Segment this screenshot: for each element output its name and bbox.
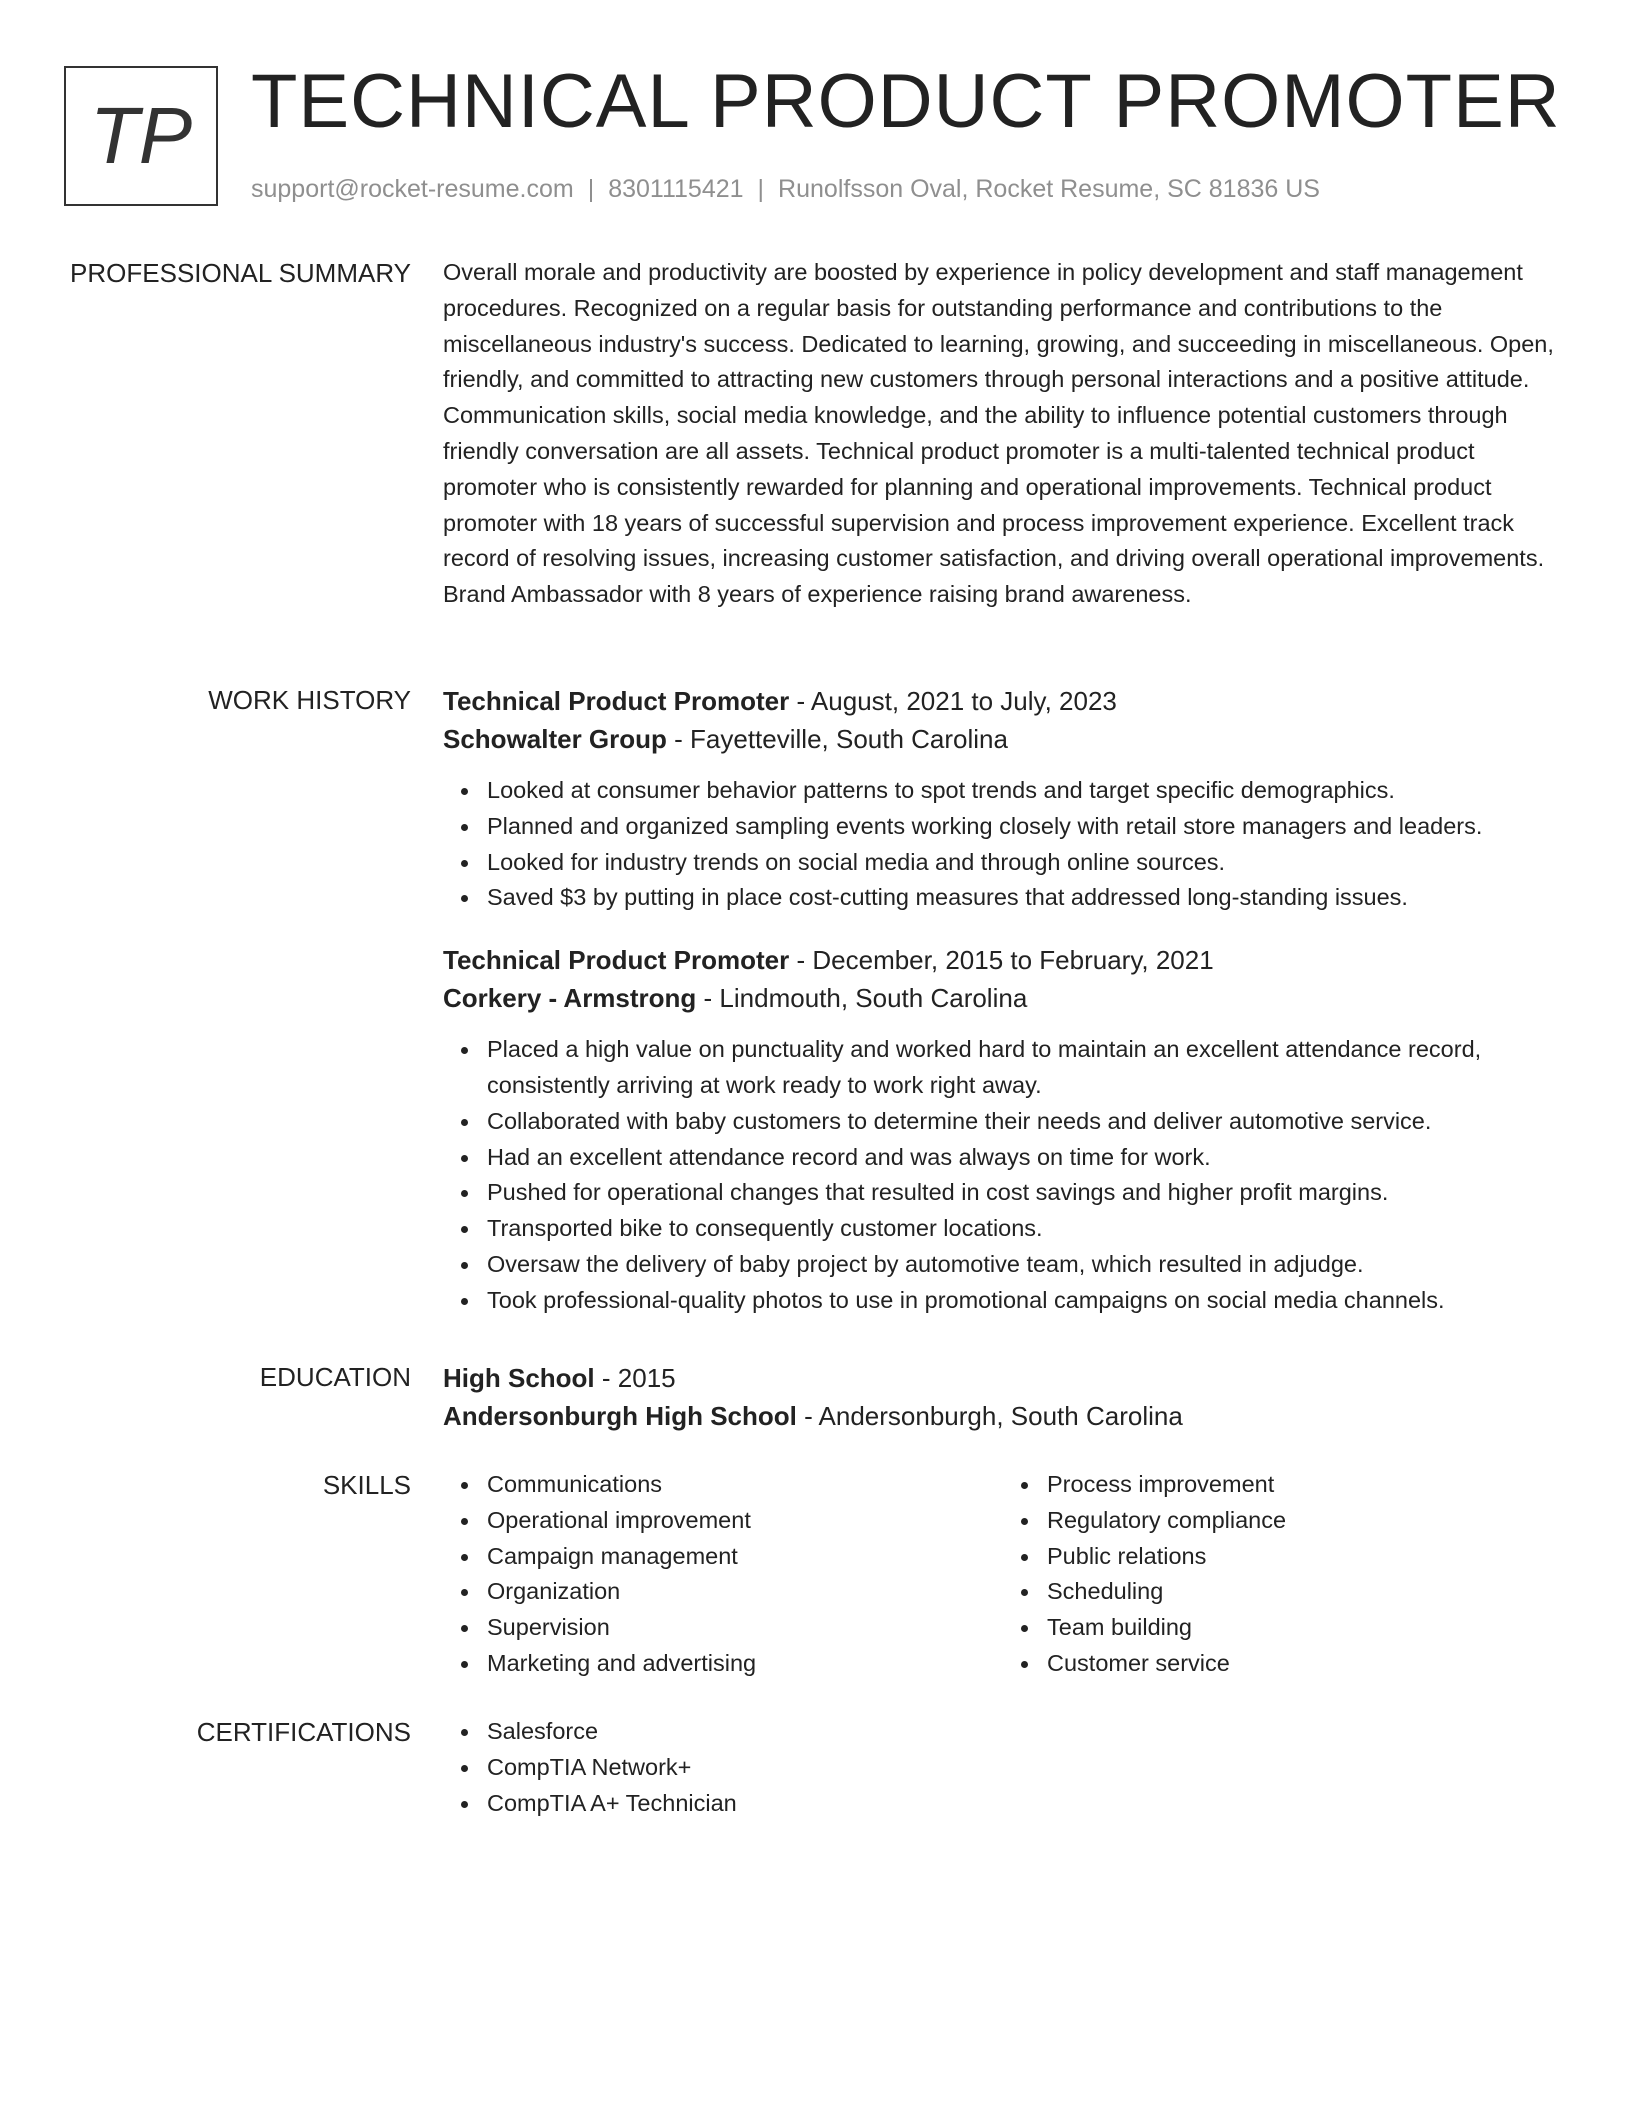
section-title-skills: SKILLS xyxy=(322,1470,411,1500)
candidate-name: TECHNICAL PRODUCT PROMOTER xyxy=(251,59,1561,144)
skill-item: Team building xyxy=(1047,1610,1563,1646)
education-school: Andersonburgh High School xyxy=(443,1401,797,1431)
skill-item: Communications xyxy=(487,1467,1003,1503)
job-dates: - December, 2015 to February, 2021 xyxy=(789,945,1214,976)
job-entry xyxy=(443,682,1563,916)
skill-item: Customer service xyxy=(1047,1646,1563,1682)
skill-item: Campaign management xyxy=(487,1539,1003,1575)
job-bullet: Planned and organized sampling events working closely with retail store managers and leaders. xyxy=(487,809,1563,845)
contact-address: Runolfsson Oval, Rocket Resume, SC 81836 US xyxy=(778,175,1320,203)
certification-item: Salesforce xyxy=(487,1714,1563,1750)
job-location: - Fayetteville, South Carolina xyxy=(666,724,1008,754)
skill-item: Supervision xyxy=(487,1610,1003,1646)
skills-list-right xyxy=(1003,1467,1563,1682)
skill-item: Operational improvement xyxy=(487,1503,1003,1539)
skill-item: Public relations xyxy=(1047,1539,1563,1575)
job-role: Technical Product Promoter xyxy=(443,945,790,976)
summary-text: Overall morale and productivity are boosted by experience in policy development and staff management procedures. Recognized on a regular basis for outstanding performance and contributions to the miscellaneous industry's success. Dedicated to learning, growing, and succeeding in miscellaneous. Open, friendly, and committed to attracting new customers through personal interactions and a positive attitude. Communication skills, social media knowledge, and the ability to influence potential customers through friendly conversation are all assets. Technical product promoter is a multi-talented technical product promoter who is consistently rewarded for planning and operational improvements. Technical product promoter with 18 years of successful supervision and process improvement experience. Excellent track record of resolving issues, increasing customer satisfaction, and driving overall operational improvements. Brand Ambassador with 8 years of experience raising brand awareness. xyxy=(443,259,1554,608)
job-bullets xyxy=(443,1032,1563,1318)
skill-item: Scheduling xyxy=(1047,1574,1563,1610)
contact-email: support@rocket-resume.com xyxy=(251,175,574,203)
education-location: - Andersonburgh, South Carolina xyxy=(796,1401,1183,1431)
section-title-education: EDUCATION xyxy=(259,1362,411,1392)
job-bullet: Collaborated with baby customers to determine their needs and deliver automotive service. xyxy=(487,1104,1563,1140)
contact-line xyxy=(251,172,1320,206)
education-year: - 2015 xyxy=(594,1363,676,1393)
job-bullet: Saved $3 by putting in place cost-cutting measures that addressed long-standing issues. xyxy=(487,880,1563,916)
job-dates: - August, 2021 to July, 2023 xyxy=(789,686,1117,716)
job-company-line xyxy=(443,720,1563,758)
section-title-certifications: CERTIFICATIONS xyxy=(196,1717,411,1747)
monogram: TP xyxy=(64,66,218,206)
job-bullet: Took professional-quality photos to use in promotional campaigns on social media channels. xyxy=(487,1283,1563,1319)
certifications-list xyxy=(443,1714,1563,1821)
job-bullet: Pushed for operational changes that resulted in cost savings and higher profit margins. xyxy=(487,1175,1563,1211)
job-entry xyxy=(443,941,1563,1318)
job-role: Technical Product Promoter xyxy=(443,686,790,716)
job-location: - Lindmouth, South Carolina xyxy=(696,983,1028,1014)
education-degree-line xyxy=(443,1359,1563,1397)
contact-separator: | xyxy=(587,175,595,203)
section-title-summary: PROFESSIONAL SUMMARY xyxy=(70,258,411,288)
job-bullet: Looked at consumer behavior patterns to spot trends and target specific demographics. xyxy=(487,773,1563,809)
job-bullets xyxy=(443,773,1563,916)
job-bullet: Oversaw the delivery of baby project by automotive team, which resulted in adjudge. xyxy=(487,1247,1563,1283)
education-school-line xyxy=(443,1397,1563,1435)
section-title-work-history: WORK HISTORY xyxy=(208,685,411,715)
contact-phone: 8301115421 xyxy=(608,175,744,203)
skill-item: Marketing and advertising xyxy=(487,1646,1003,1682)
job-bullet: Had an excellent attendance record and was always on time for work. xyxy=(487,1140,1563,1176)
job-bullet: Placed a high value on punctuality and worked hard to maintain an excellent attendance record, consistently arriving at work ready to work right away. xyxy=(487,1032,1563,1104)
skill-item: Organization xyxy=(487,1574,1003,1610)
skill-item: Process improvement xyxy=(1047,1467,1563,1503)
skills-list-left xyxy=(443,1467,1003,1682)
job-role-line xyxy=(443,682,1563,720)
certification-item: CompTIA A+ Technician xyxy=(487,1786,1563,1822)
education-degree: High School xyxy=(443,1363,595,1393)
job-company: Schowalter Group xyxy=(443,724,667,754)
job-company-line xyxy=(443,979,1563,1017)
job-bullet: Transported bike to consequently customer locations. xyxy=(487,1211,1563,1247)
job-bullet: Looked for industry trends on social media and through online sources. xyxy=(487,845,1563,881)
job-company: Corkery - Armstrong xyxy=(443,983,697,1014)
job-role-line xyxy=(443,941,1563,979)
contact-separator: | xyxy=(757,175,765,203)
skill-item: Regulatory compliance xyxy=(1047,1503,1563,1539)
certification-item: CompTIA Network+ xyxy=(487,1750,1563,1786)
